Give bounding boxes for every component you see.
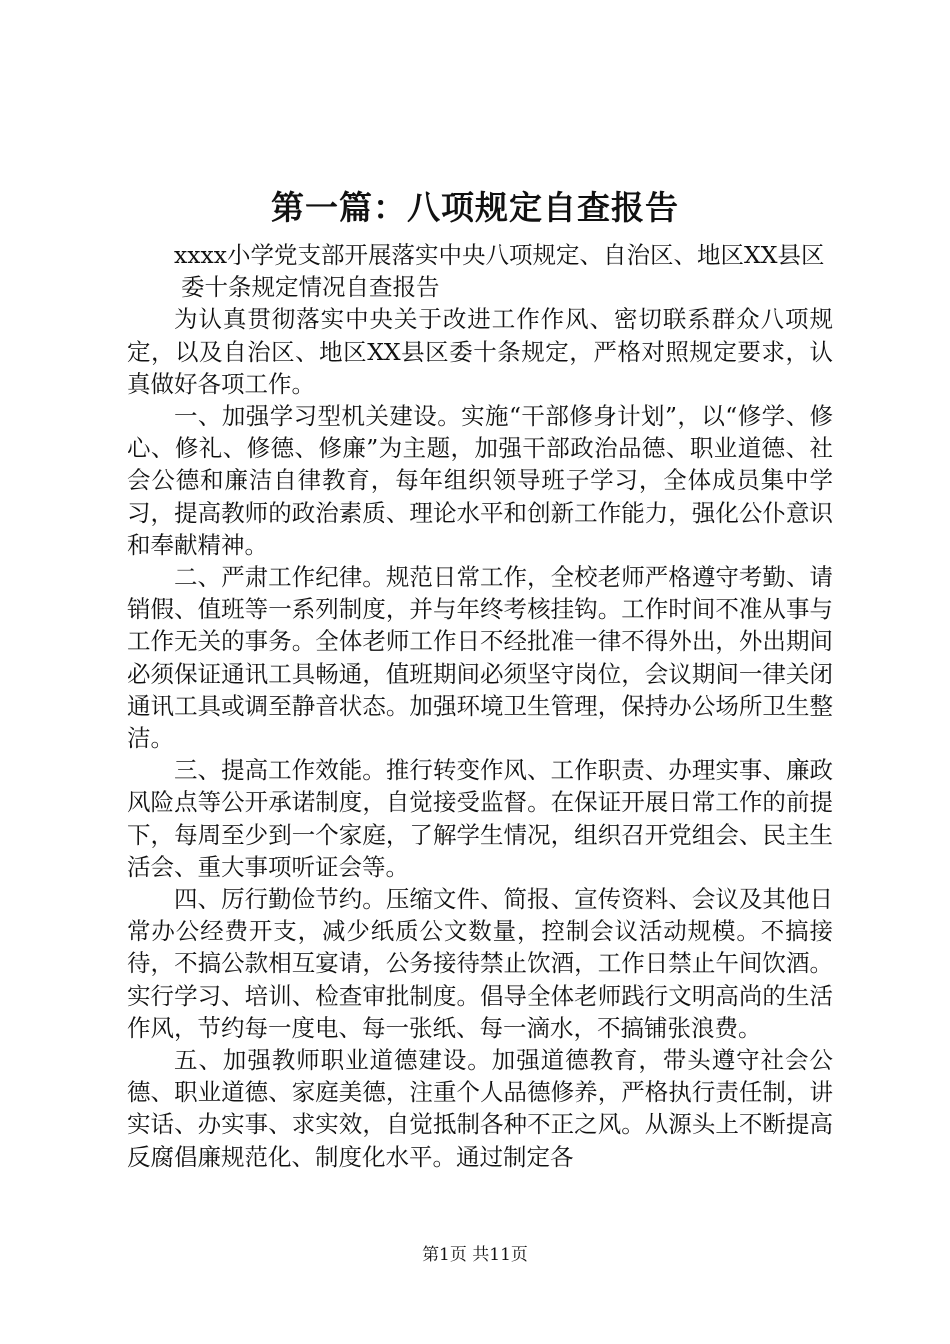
paragraph-section-5: 五、加强教师职业道德建设。加强道德教育，带头遵守社会公德、职业道德、家庭美德，注重个人品德修养，严格执行责任制，讲实话、办实事、求实效，自觉抵制各种不正之风。从源头上不断提高反腐倡廉规范化、制度化水平。通过制定各: [127, 1046, 833, 1171]
document-title: 第一篇：八项规定自查报告: [271, 188, 679, 227]
paragraph-heading-line-2: 委十条规定情况自查报告: [181, 273, 440, 302]
paragraph-section-3: 三、提高工作效能。推行转变作风、工作职责、办理实事、廉政风险点等公开承诺制度，自觉接受监督。在保证开展日常工作的前提下，每周至少到一个家庭，了解学生情况，组织召开党组会、民主生活会、重大事项听证会等。: [127, 756, 833, 881]
document-body: [127, 239, 833, 1173]
page-number-footer: 第1页 共11页: [422, 1245, 528, 1265]
paragraph-section-2: 二、严肃工作纪律。规范日常工作，全校老师严格遵守考勤、请销假、值班等一系列制度，并与年终考核挂钩。工作时间不准从事与工作无关的事务。全体老师工作日不经批准一律不得外出，外出期间必须保证通讯工具畅通，值班期间必须坚守岗位，会议期间一律关闭通讯工具或调至静音状态。加强环境卫生管理，保持办公场所卫生整洁。: [127, 563, 833, 753]
paragraph-section-4: 四、厉行勤俭节约。压缩文件、简报、宣传资料、会议及其他日常办公经费开支，减少纸质公文数量，控制会议活动规模。不搞接待，不搞公款相互宴请，公务接待禁止饮酒，工作日禁止午间饮酒。实行学习、培训、检查审批制度。倡导全体老师践行文明高尚的生活作风，节约每一度电、每一张纸、每一滴水，不搞铺张浪费。: [127, 885, 833, 1042]
paragraph-heading-line-1: xxxx小学党支部开展落实中央八项规定、自治区、地区XX县区: [174, 241, 825, 269]
paragraph-section-1: 一、加强学习型机关建设。实施“干部修身计划”，以“修学、修心、修礼、修德、修廉”为主题，加强干部政治品德、职业道德、社会公德和廉洁自律教育，每年组织领导班子学习，全体成员集中学习，提高教师的政治素质、理论水平和创新工作能力，强化公仆意识和奉献精神。: [127, 402, 833, 559]
paragraph-intro: 为认真贯彻落实中央关于改进工作作风、密切联系群众八项规定，以及自治区、地区XX县区委十条规定，严格对照规定要求，认真做好各项工作。: [127, 305, 833, 398]
